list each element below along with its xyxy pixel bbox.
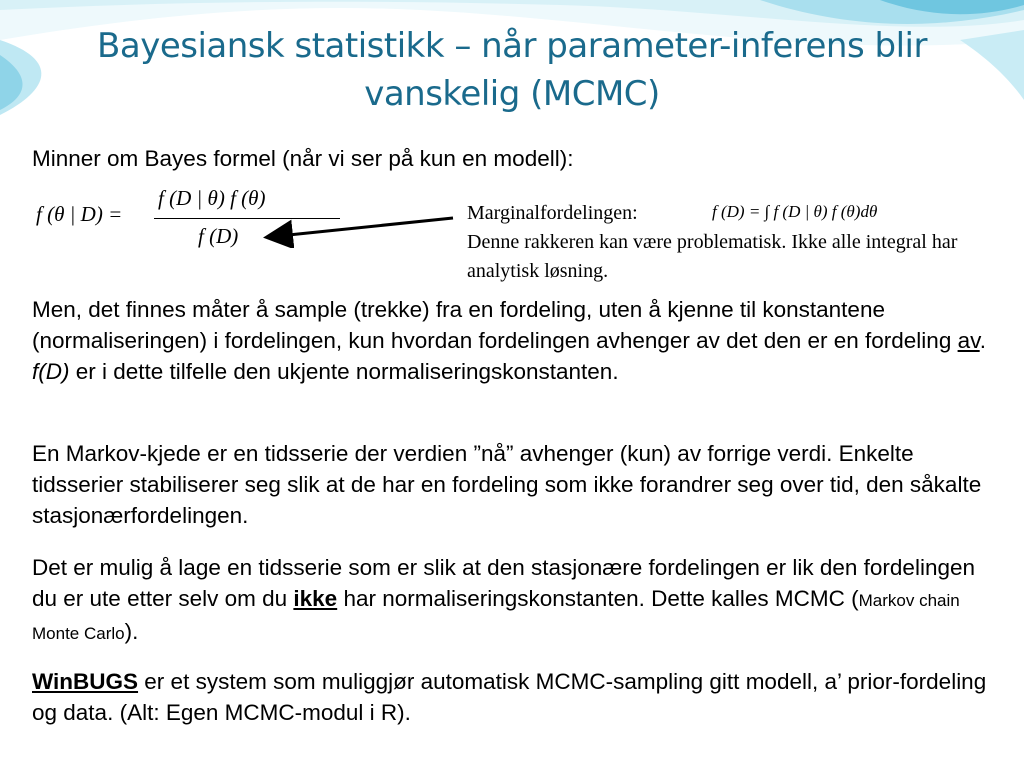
bold-ikke: ikke <box>293 586 338 611</box>
paragraph-mcmc-part-b: har normaliseringskonstanten. Dette kalles MCMC ( <box>337 586 859 611</box>
paragraph-mcmc <box>32 552 992 649</box>
marginal-formula: f (D) = ∫ f (D | θ) f (θ)dθ <box>712 202 878 221</box>
paragraph-mcmc-part-c: ). <box>124 619 139 644</box>
intro-text: Minner om Bayes formel (når vi ser på kun en modell): <box>32 146 574 171</box>
arrow-icon <box>255 208 455 248</box>
paragraph-sampling-part-c: er i dette tilfelle den ukjente normaliseringskonstanten. <box>69 359 619 384</box>
paragraph-winbugs-text: er et system som muliggjør automatisk MCMC-sampling gitt modell, a’ prior-fordeling og data. (Alt: Egen MCMC-modul i R). <box>32 669 987 725</box>
slide-title-line-2: vanskelig (MCMC) <box>364 74 660 114</box>
paragraph-winbugs <box>32 666 992 728</box>
marginal-label: Marginalfordelingen: <box>467 202 638 224</box>
paragraph-sampling-part-a: Men, det finnes måter å sample (trekke) fra en fordeling, uten å kjenne til konstantene (normaliseringen) i fordelingen, kun hvordan fordelingen avhenger av det den er en fordeling <box>32 297 958 353</box>
bayes-formula-denominator: f (D) <box>198 224 239 248</box>
winbugs-link[interactable]: WinBUGS <box>32 669 139 694</box>
paragraph-mcmc-part-a: Det er mulig å lage en tidsserie som er slik at den stasjonære fordelingen er lik den fordelingen du er ute etter selv om du <box>32 555 976 611</box>
marginal-text: Denne rakkeren kan være problematisk. Ikke alle integral har analytisk løsning. <box>467 231 958 282</box>
paragraph-markov-chain: En Markov-kjede er en tidsserie der verdien ”nå” avhenger (kun) av forrige verdi. Enkelte tidsserier stabiliserer seg slik at de har en fordeling som ikke forandrer seg over tid, den såkalte stasjonærfordelingen. <box>32 441 982 528</box>
bayes-formula-numerator: f (D | θ) f (θ) <box>158 186 266 210</box>
paragraph-sampling-part-b: . <box>979 328 986 353</box>
paragraph-sampling <box>32 294 992 387</box>
underlined-av: av <box>957 328 980 353</box>
slide-title-line-1: Bayesiansk statistikk – når parameter-inferens blir <box>97 26 927 66</box>
mcmc-expansion: Markov chain Monte Carlo <box>32 591 960 643</box>
italic-fd: f(D) <box>32 359 70 384</box>
bayes-formula-lhs: f (θ | D) = <box>36 202 123 226</box>
slide-title <box>0 22 1024 118</box>
